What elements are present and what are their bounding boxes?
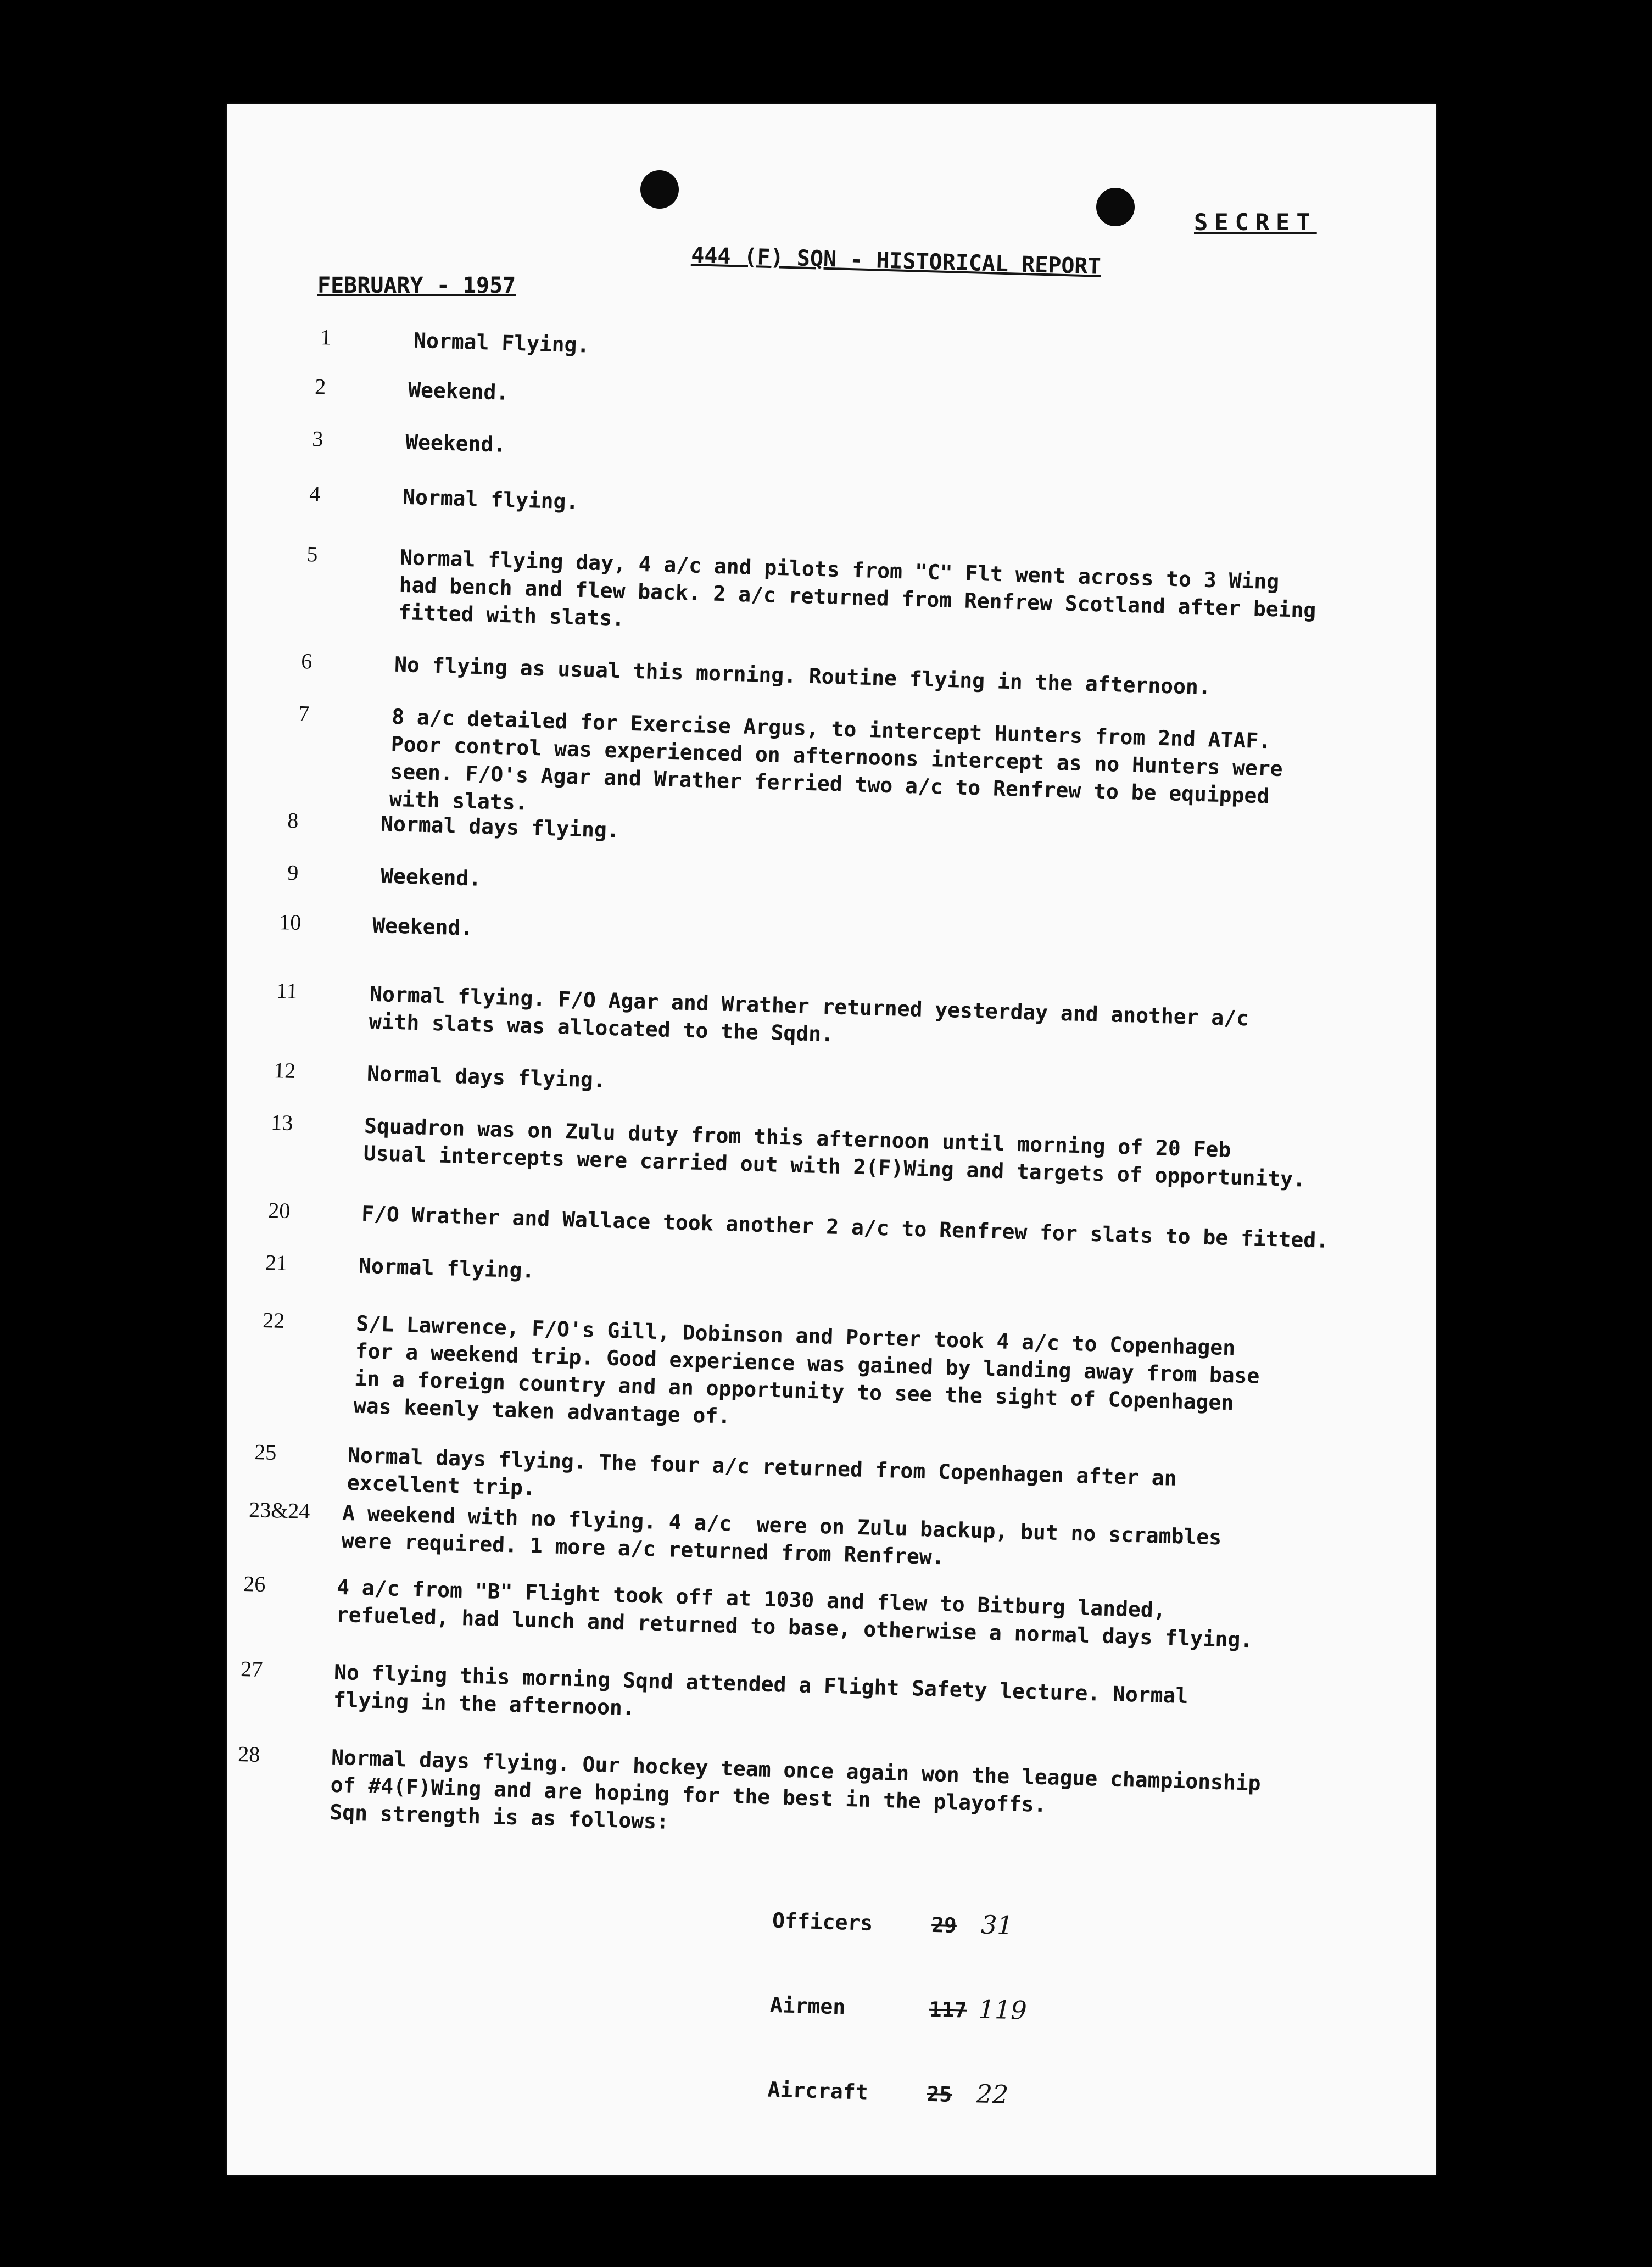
report-title: 444 (F) SQN - HISTORICAL REPORT (690, 242, 1102, 280)
entry-day-number: 11 (276, 978, 298, 1004)
strength-label: Aircraft (767, 2077, 869, 2104)
strength-row-aircraft (693, 2045, 1025, 2109)
entry-day-9 (288, 859, 1430, 891)
entry-text: F/O Wrather and Wallace took another 2 a/c to Renfrew for slats to be fitted. (361, 1201, 1329, 1253)
entry-day-4 (310, 481, 1452, 512)
entry-day-number: 6 (300, 648, 312, 674)
entry-day-1 (321, 324, 1463, 356)
entry-text: No flying this morning Sqnd attended a Flight Safety lecture. Normal flying in the afternoon. (333, 1660, 1188, 1721)
entry-day-number: 4 (309, 481, 321, 506)
strength-old-value: 29 (931, 1912, 957, 1938)
entry-text: Normal days flying. (380, 811, 620, 842)
document-page (227, 104, 1436, 2175)
entry-text: Weekend. (405, 429, 506, 457)
entry-day-3 (312, 426, 1454, 457)
entry-day-number: 5 (306, 541, 318, 567)
punch-hole-left (640, 170, 679, 209)
entry-day-number: 22 (262, 1307, 285, 1333)
entry-day-13 (270, 1109, 1413, 1192)
punch-hole-right (1096, 188, 1135, 226)
strength-old-value: 25 (926, 2081, 952, 2107)
entry-text: Normal flying. F/O Agar and Wrather returned yesterday and another a/c with slats was allocated to the Sqdn. (369, 981, 1249, 1047)
entry-day-number: 8 (287, 807, 299, 833)
entry-day-11 (276, 978, 1419, 1047)
entry-text: S/L Lawrence, F/O's Gill, Dobinson and Porter took 4 a/c to Copenhagen for a weekend trip. Good experience was gained by landing away from base in a foreign country and an opportunity to see the sight of Copenhagen was keenly taken advantage of. (353, 1311, 1260, 1428)
strength-row-airmen (695, 1960, 1028, 2025)
entry-text: Normal days flying. (366, 1061, 606, 1092)
entry-day-22 (262, 1307, 1405, 1428)
entry-text: 4 a/c from "B" Flight took off at 1030 and flew to Bitburg landed, refueled, had lunch and returned to base, otherwise a normal days flying. (336, 1574, 1253, 1652)
entry-text: Normal Flying. (413, 328, 590, 358)
entry-day-number: 2 (314, 373, 326, 399)
entry-text: Squadron was on Zulu duty from this afternoon until morning of 20 Feb Usual intercepts were carried out with 2(F)Wing and targets of opportunity. (363, 1113, 1306, 1192)
squadron-strength-table (691, 1821, 1032, 2138)
entry-day-number: 3 (311, 426, 323, 451)
entry-text: Normal flying. (402, 484, 579, 514)
entry-day-7 (298, 700, 1441, 815)
entry-text: 8 a/c detailed for Exercise Argus, to intercept Hunters from 2nd ATAF. Poor control was experienced on afternoons intercept as no Hunters were seen. F/O's Agar and Wrather ferried two a/c to Renfrew to be equipped with slats. (389, 704, 1283, 815)
entry-text: No flying as usual this morning. Routine flying in the afternoon. (394, 652, 1212, 700)
entry-day-28 (237, 1741, 1380, 1834)
entry-text: Normal flying. (358, 1253, 535, 1283)
strength-label: Airmen (769, 1992, 846, 2019)
strength-new-value: 119 (978, 1994, 1028, 2025)
entry-day-number: 25 (254, 1439, 277, 1465)
entry-day-number: 26 (243, 1571, 266, 1597)
entry-day-number: 10 (278, 909, 302, 935)
entry-day-number: 7 (298, 700, 310, 726)
entry-day-number: 13 (270, 1109, 293, 1136)
entry-text: Normal days flying. The four a/c returned from Copenhagen after an excellent trip. (347, 1443, 1177, 1500)
entry-day-21 (266, 1249, 1408, 1281)
entry-text: Weekend. (380, 863, 482, 891)
report-month: FEBRUARY - 1957 (317, 273, 516, 298)
entry-day-number: 23&24 (248, 1497, 311, 1524)
entry-day-2 (315, 373, 1457, 405)
entry-day-number: 21 (265, 1249, 288, 1276)
strength-new-value: 22 (975, 2079, 1009, 2109)
strength-row-officers (697, 1875, 1030, 1940)
classification-marking: SECRET (1194, 209, 1317, 236)
entry-day-27 (240, 1656, 1383, 1721)
entry-text: A weekend with no flying. 4 a/c were on Zulu backup, but no scrambles were required. 1 more a/c returned from Renfrew. (341, 1500, 1222, 1570)
strength-new-value: 31 (980, 1909, 1014, 1940)
entry-text: Normal flying day, 4 a/c and pilots from "C" Flt went across to 3 Wing had bench and flew back. 2 a/c returned from Renfrew Scotland after being fitted with slats. (398, 545, 1316, 631)
entry-day-5 (306, 541, 1449, 631)
entry-text: Weekend. (372, 913, 473, 940)
strength-label: Officers (772, 1908, 873, 1935)
strength-old-value: 117 (929, 1997, 968, 2023)
entry-day-number: 12 (273, 1057, 296, 1084)
entry-day-number: 28 (237, 1741, 260, 1767)
entry-day-number: 27 (240, 1656, 263, 1682)
entry-text: Normal days flying. Our hockey team once again won the league championship of #4(F)Wing and are hoping for the best in the playoffs. Sqn strength is as follows: (329, 1745, 1262, 1834)
entry-day-number: 1 (320, 324, 332, 350)
entry-day-10 (280, 909, 1421, 941)
entry-day-6 (300, 648, 1443, 700)
entry-day-number: 9 (287, 859, 299, 885)
entry-day-number: 20 (267, 1197, 291, 1224)
entry-day-12 (273, 1057, 1416, 1092)
entry-day-20 (267, 1197, 1410, 1253)
entry-text: Weekend. (408, 377, 509, 405)
